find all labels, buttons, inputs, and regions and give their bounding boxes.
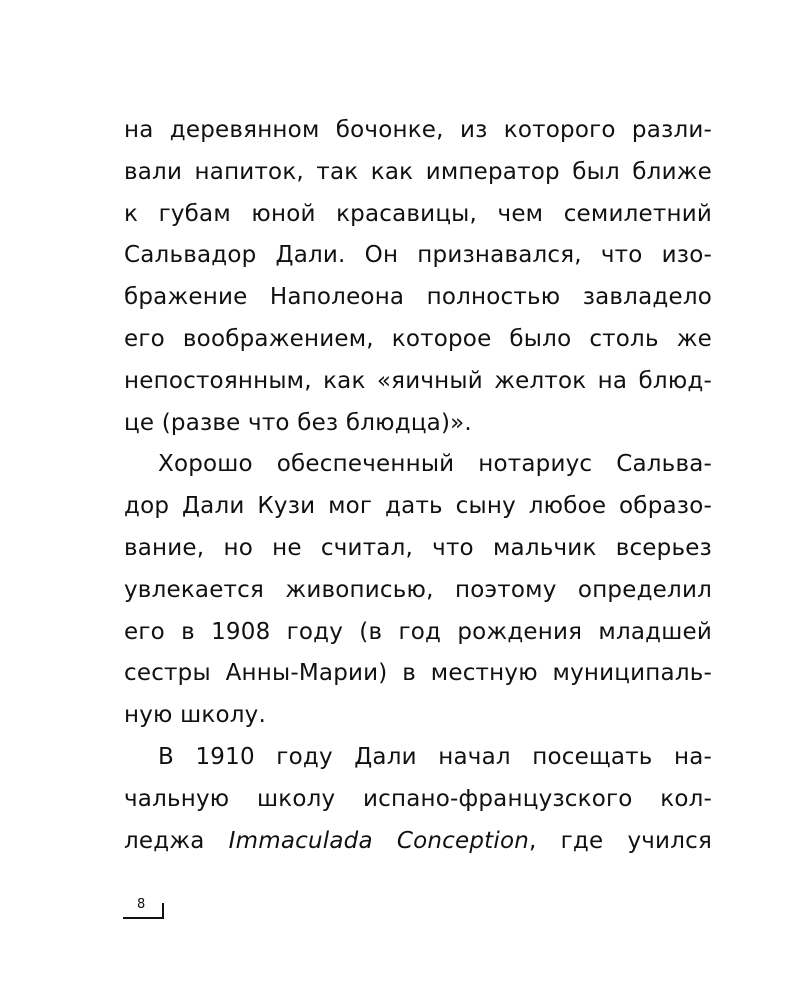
text-line: его воображением, которое было столь же <box>124 325 712 352</box>
text-line: к губам юной красавицы, чем семилетний <box>124 200 712 227</box>
page-text <box>124 110 712 862</box>
text-segment: , где учился <box>529 827 712 854</box>
text-line: сестры Анны-Марии) в местную муниципаль- <box>124 660 712 687</box>
text-line: В 1910 году Дали начал посещать на- <box>158 743 712 770</box>
page-number: 8 <box>137 897 146 912</box>
text-line: Сальвадор Дали. Он признавался, что изо- <box>124 242 712 269</box>
text-line: ную школу. <box>124 702 266 729</box>
text-line: его в 1908 году (в год рождения младшей <box>124 618 712 645</box>
italic-term: Immaculada Conception <box>228 827 530 854</box>
text-line: Хорошо обеспеченный нотариус Сальва- <box>158 451 712 478</box>
text-line: бражение Наполеона полностью завладело <box>124 284 712 311</box>
text-line: це (разве что без блюдца)». <box>124 409 472 436</box>
text-segment: леджа <box>124 827 229 854</box>
text-line: дор Дали Кузи мог дать сыну любое образо- <box>124 493 712 520</box>
text-line: непостоянным, как «яичный желток на блюд- <box>124 367 712 394</box>
text-line: на деревянном бочонке, из которого разли- <box>124 117 712 143</box>
page-number-rule <box>123 917 164 919</box>
text-line-last <box>124 821 712 863</box>
text-line: увлекается живописью, поэтому определил <box>124 576 712 603</box>
page-number-rule-vertical <box>162 903 164 919</box>
text-line: вали напиток, так как император был ближе <box>124 158 712 185</box>
text-line: вание, но не считал, что мальчик всерьез <box>124 534 712 561</box>
text-line: чальную школу испано-французского кол- <box>124 785 712 812</box>
